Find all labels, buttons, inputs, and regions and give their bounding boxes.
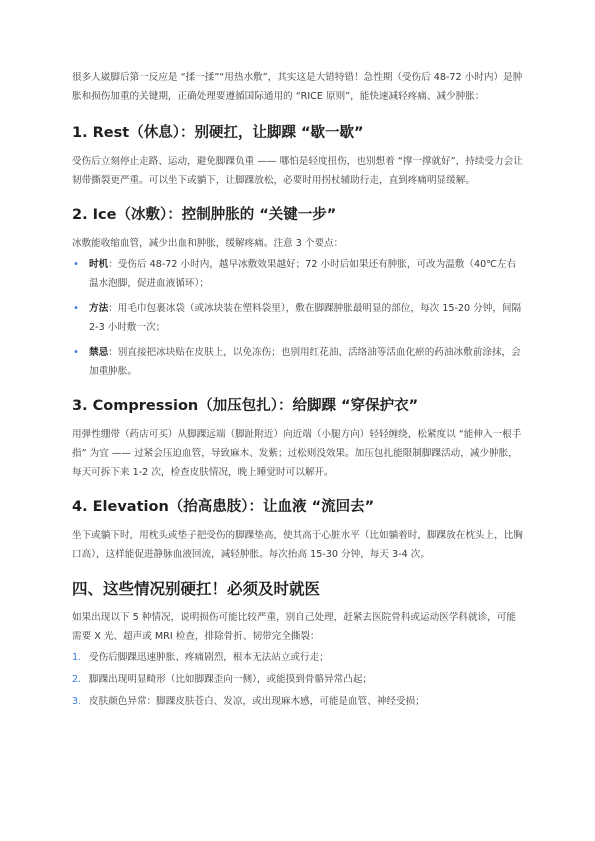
list-item-text: 受伤后脚踝迅速肿胀、疼痛剧烈，根本无法站立或行走； — [89, 652, 329, 663]
bullet-icon: • — [73, 303, 79, 314]
section-heading-compression: 3. Compression（加压包扎）：给脚踝 “穿保护衣” — [72, 398, 419, 414]
list-item — [72, 343, 524, 381]
section-see-doctor — [72, 579, 524, 711]
list-item — [72, 299, 524, 337]
point-text: ：用毛巾包裹冰袋（或冰块装在塑料袋里），敷在脚踝肿胀最明显的部位，每次 15-20 分钟，间隔 2-3 小时敷一次； — [89, 303, 522, 333]
list-item — [72, 255, 524, 293]
point-term: 方法 — [89, 303, 109, 314]
bullet-icon: • — [73, 259, 79, 270]
section-rest — [72, 123, 524, 190]
section-heading-elevation: 4. Elevation（抬高患肢）：让血液 “流回去” — [72, 499, 375, 515]
list-item — [72, 670, 524, 689]
section-body-elevation: 坐下或躺下时，用枕头或垫子把受伤的脚踝垫高，使其高于心脏水平（比如躺着时，脚踝放在枕头上，比胸口高），这样能促进静脉血液回流，减轻肿胀。每次抬高 15-30 分钟，每天 3-4 次。 — [72, 530, 523, 560]
section-elevation — [72, 497, 524, 564]
bullet-icon: • — [73, 347, 79, 358]
section-compression — [72, 396, 524, 482]
document-page — [72, 68, 524, 726]
list-item — [72, 648, 524, 667]
point-text: ：别直接把冰块贴在皮肤上，以免冻伤；也别用红花油、活络油等活血化瘀的药油冰敷前涂抹，会加重肿胀。 — [89, 347, 521, 377]
point-text: ：受伤后 48-72 小时内，越早冰敷效果越好；72 小时后如果还有肿胀，可改为温敷（40℃左右温水泡脚，促进血液循环）； — [89, 259, 517, 289]
list-item-text: 皮肤颜色异常：脚踝皮肤苍白、发凉，或出现麻木感，可能是血管、神经受损； — [89, 696, 425, 707]
list-number: 2. — [72, 674, 82, 685]
point-term: 禁忌 — [89, 347, 109, 358]
section-body-ice: 冰敷能收缩血管，减少出血和肿胀，缓解疼痛。注意 3 个要点： — [72, 238, 344, 249]
list-item-text: 脚踝出现明显畸形（比如脚踝歪向一侧），或能摸到骨骼异常凸起； — [89, 674, 373, 685]
section-body-see-doctor: 如果出现以下 5 种情况，说明损伤可能比较严重，别自己处理，赶紧去医院骨科或运动医学科就诊，可能需要 X 光、超声或 MRI 检查，排除骨折、韧带完全撕裂： — [72, 612, 516, 642]
section-heading-ice: 2. Ice（冰敷）：控制肿胀的 “关键一步” — [72, 207, 337, 223]
section-heading-rest: 1. Rest（休息）：别硬扛，让脚踝 “歇一歇” — [72, 125, 364, 141]
point-term: 时机 — [89, 259, 109, 270]
list-item — [72, 692, 524, 711]
intro-paragraph: 很多人崴脚后第一反应是 “揉一揉”“用热水敷”，其实这是大错特错！急性期（受伤后 48-72 小时内）是肿胀和损伤加重的关键期，正确处理要遵循国际通用的 “RICE 原则”，能快速减轻疼痛、减少肿胀： — [72, 72, 523, 102]
section-body-rest: 受伤后立刻停止走路、运动，避免脚踝负重 —— 哪怕是轻度扭伤，也别想着 “撑一撑就好”，持续受力会让韧带撕裂更严重。可以坐下或躺下，让脚踝放松，必要时用拐杖辅助行走，直到疼痛明显缓解。 — [72, 156, 523, 186]
section-body-compression: 用弹性绷带（药店可买）从脚踝远端（脚趾附近）向近端（小腿方向）轻轻缠绕，松紧度以 “能伸入一根手指” 为宜 —— 过紧会压迫血管，导致麻木、发紫；过松则没效果。加压包扎能限制脚踝活动，减少肿胀，每天可拆下来 1-2 次，检查皮肤情况，晚上睡觉时可以解开。 — [72, 429, 522, 478]
list-number: 3. — [72, 696, 82, 707]
section-ice — [72, 205, 524, 381]
list-number: 1. — [72, 652, 82, 663]
section-heading-see-doctor: 四、这些情况别硬扛！必须及时就医 — [72, 580, 321, 598]
ice-points-list — [72, 255, 524, 381]
doctor-list — [72, 648, 524, 711]
